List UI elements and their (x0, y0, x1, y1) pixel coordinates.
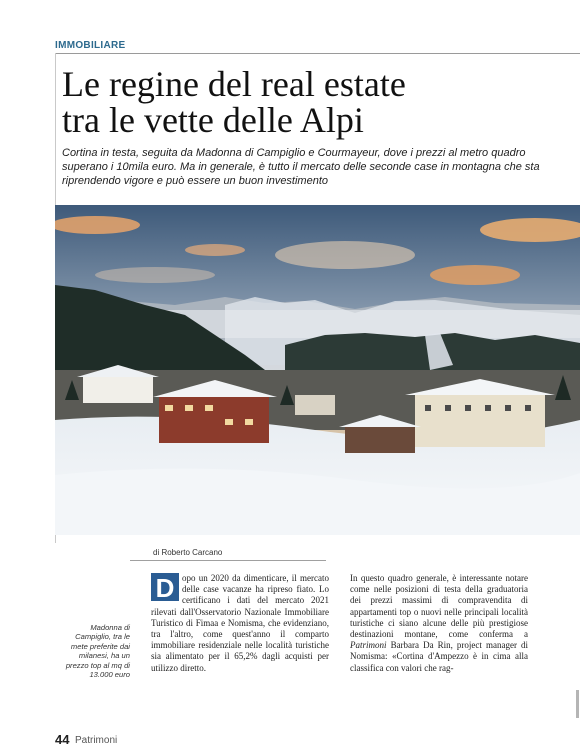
article-column-1 (151, 573, 329, 674)
page-number: 44 (55, 732, 70, 747)
column-2-magazine-name: Patrimoni (350, 640, 387, 651)
column-2-text-a: In questo quadro generale, è interessante notare come nelle posizioni di testa della graduatoria dei prezzi massimi di compravendita di appartamenti top o nuovi nelle principali località turistiche ci siano alcune delle più prestigiose destinazioni montane, come conferma a (350, 573, 528, 640)
title-line-2: tra le vette delle Alpi (62, 100, 364, 140)
section-label: IMMOBILIARE (55, 40, 126, 51)
title-line-1: Le regine del real estate (62, 64, 406, 104)
drop-cap: D (151, 573, 179, 601)
edge-mark (576, 690, 579, 718)
article-title (62, 66, 567, 138)
magazine-name: Patrimoni (75, 735, 118, 746)
column-2-text-b: Barbara Da Rin, project manager di Nomisma: «Cortina d'Ampezzo è in cima alla classifica con valori che rag- (350, 640, 528, 673)
article-column-2 (350, 573, 528, 674)
article-subtitle: Cortina in testa, seguita da Madonna di Campiglio e Courmayeur, dove i prezzi al metro quadro superano i 10mila euro. Ma in generale, è tutto il mercato delle seconde case in montagna che sta riprendendo vigore e può essere un buon investimento (62, 147, 540, 187)
column-1-text: opo un 2020 da dimenticare, il mercato delle case vacanze ha ripreso fiato. Lo certificano i dati del mercato 2021 rilevati dall'Osservatorio Nazionale Immobiliare Turistico di Fimaa e Nomisma, che evidenziano, tra l'altro, come quest'anno il comparto immobiliare residenziale nelle località turistiche sia alimentato per il 65,2% dagli acquisti per utilizzo diretto. (151, 573, 329, 673)
hero-photo-mountain-village (55, 205, 580, 535)
byline-rule (130, 560, 326, 561)
header-rule (55, 53, 580, 54)
byline: di Roberto Carcano (153, 548, 223, 557)
photo-caption: Madonna di Campiglio, tra le mete preferite dai milanesi, ha un prezzo top al mq di 13.000 euro (65, 623, 130, 680)
